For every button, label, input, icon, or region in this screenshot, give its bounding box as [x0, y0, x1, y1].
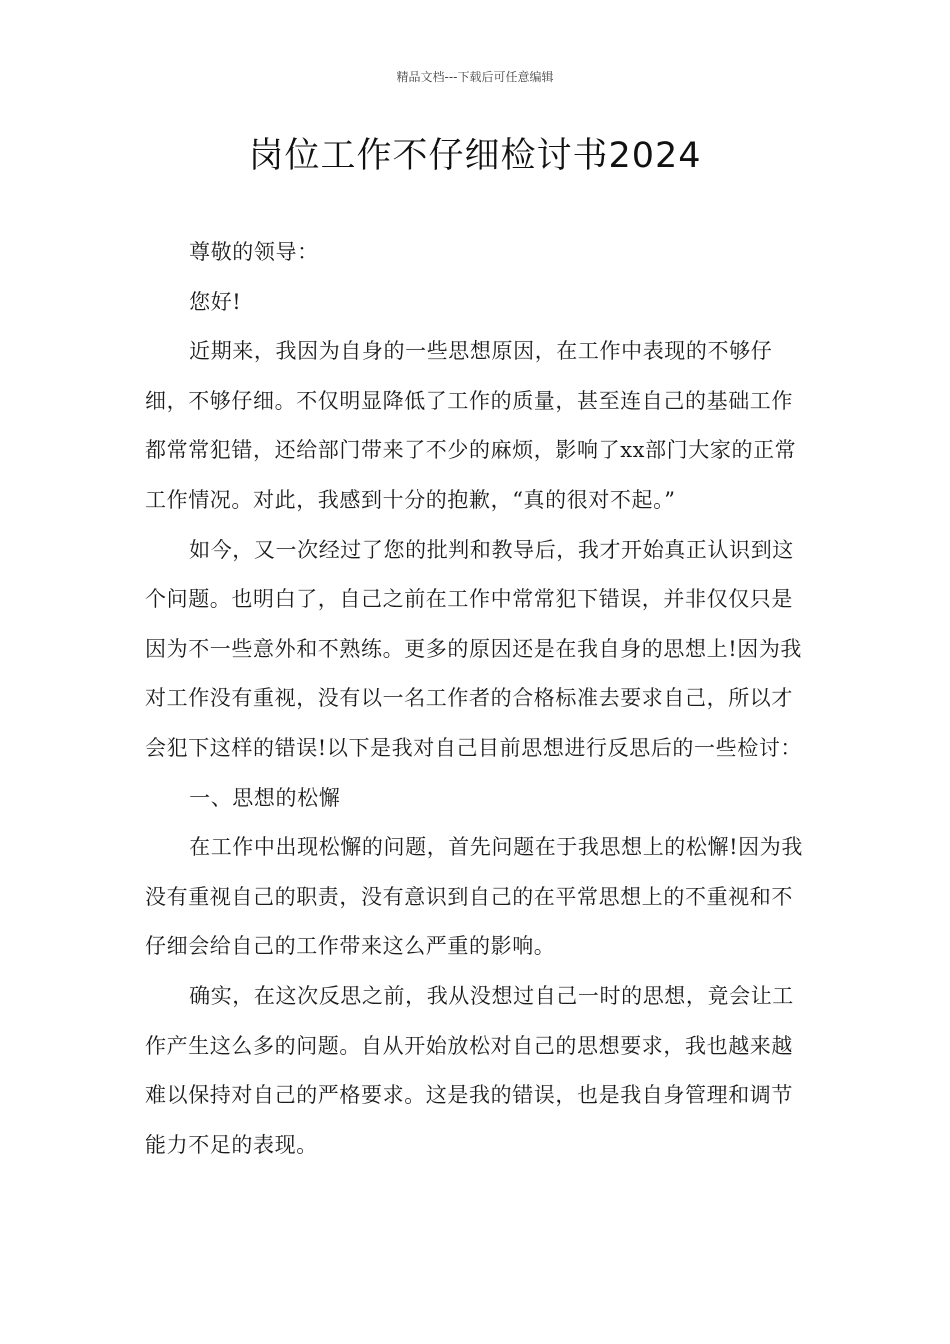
section-heading: 一、思想的松懈 — [189, 785, 341, 810]
header-note: 精品文档---下载后可任意编辑 — [396, 70, 554, 84]
document-body — [145, 228, 807, 1170]
body-paragraph: 近期来，我因为自身的一些思想原因，在工作中表现的不够仔细，不够仔细。不仅明显降低了工作的质量，甚至连自己的基础工作都常常犯错，还给部门带来了不少的麻烦，影响了xx部门大家的正常工作情况。对此，我感到十分的抱歉，“真的很对不起。” — [145, 339, 797, 512]
body-paragraph: 确实，在这次反思之前，我从没想过自己一时的思想，竟会让工作产生这么多的问题。自从开始放松对自己的思想要求，我也越来越难以保持对自己的严格要求。这是我的错误，也是我自身管理和调节能力不足的表现。 — [145, 983, 794, 1157]
body-paragraph: 在工作中出现松懈的问题，首先问题在于我思想上的松懈!因为我没有重视自己的职责，没有意识到自己的在平常思想上的不重视和不仔细会给自己的工作带来这么严重的影响。 — [145, 835, 803, 959]
salutation: 尊敬的领导： — [189, 240, 319, 264]
body-paragraph: 如今，又一次经过了您的批判和教导后，我才开始真正认识到这个问题。也明白了，自己之前在工作中常常犯下错误，并非仅仅只是因为不一些意外和不熟练。更多的原因还是在我自身的思想上!因为我对工作没有重视，没有以一名工作者的合格标准去要求自己，所以才会犯下这样的错误!以下是我对自己目前思想进行反思后的一些检讨： — [145, 537, 803, 760]
document-title: 岗位工作不仔细检讨书2024 — [248, 136, 702, 176]
greeting: 您好! — [189, 289, 242, 314]
